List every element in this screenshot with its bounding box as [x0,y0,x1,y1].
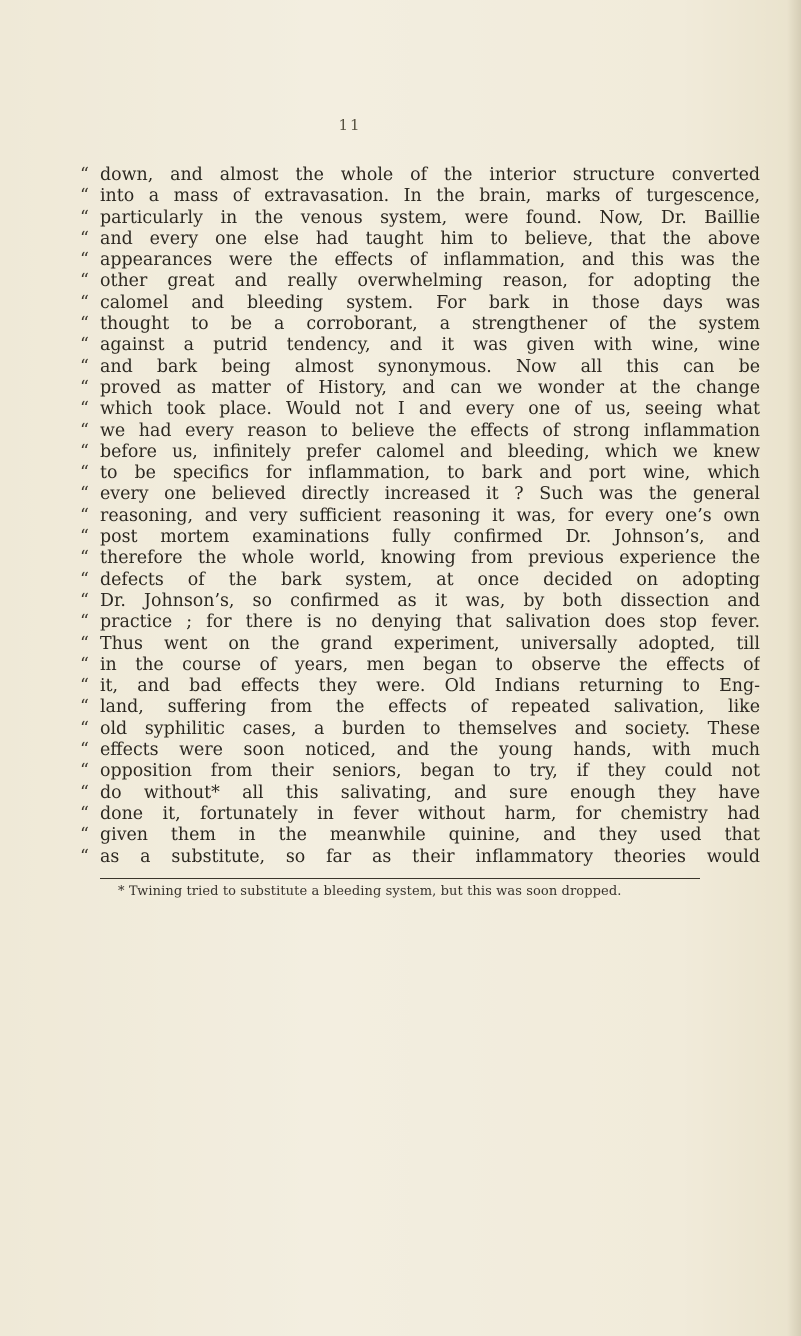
text-line [80,527,760,548]
text-line [80,378,760,399]
line-text: Dr. Johnson’s, so confirmed as it was, by both dissection and [100,590,760,611]
body-text [80,165,760,868]
text-line [80,208,760,229]
line-text: old syphilitic cases, a burden to themselves and society. These [100,718,760,739]
text-line [80,250,760,271]
quote-mark: “ [80,505,89,526]
line-text: given them in the meanwhile quinine, and they used that [100,825,760,846]
text-line [80,293,760,314]
line-text: to be specifics for inflammation, to bark and port wine, which [100,463,760,484]
text-line [80,399,760,420]
line-text: calomel and bleeding system. For bark in those days was [100,292,760,313]
text-line [80,655,760,676]
quote-mark: “ [80,782,89,803]
line-text: in the course of years, men began to observe the effects of [100,654,760,675]
line-text: particularly in the venous system, were found. Now, Dr. Baillie [100,207,760,228]
quote-mark: “ [80,484,89,505]
text-line [80,506,760,527]
quote-mark: “ [80,356,89,377]
text-line [80,463,760,484]
line-text: down, and almost the whole of the interior structure converted [100,165,760,185]
line-text: proved as matter of History, and can we wonder at the change [100,377,760,398]
text-line [80,484,760,505]
quote-mark: “ [80,697,89,718]
line-text: appearances were the effects of inflammation, and this was the [100,250,760,271]
quote-mark: “ [80,441,89,462]
quote-mark: “ [80,569,89,590]
line-text: before us, infinitely prefer calomel and bleeding, which we knew [100,441,760,462]
text-line [80,847,760,868]
text-line [80,548,760,569]
quote-mark: “ [80,186,89,207]
quote-mark: “ [80,335,89,356]
page-number: 11 [338,116,362,134]
quote-mark: “ [80,527,89,548]
quote-mark: “ [80,292,89,313]
text-line [80,740,760,761]
line-text: against a putrid tendency, and it was given with wine, wine [100,335,760,356]
line-text: do without* all this salivating, and sure enough they have [100,782,760,803]
text-line [80,442,760,463]
text-line [80,697,760,718]
text-line [80,186,760,207]
line-text: Thus went on the grand experiment, universally adopted, till [100,633,760,654]
line-text: we had every reason to believe the effects of strong inflammation [100,420,760,441]
line-text: it, and bad effects they were. Old Indians returning to Eng- [100,676,760,697]
line-text: post mortem examinations fully confirmed Dr. Johnson’s, and [100,527,760,548]
text-line [80,783,760,804]
quote-mark: “ [80,207,89,228]
text-line [80,271,760,292]
text-line [80,612,760,633]
quote-mark: “ [80,633,89,654]
quote-mark: “ [80,228,89,249]
line-text: practice ; for there is no denying that salivation does stop fever. [100,612,760,633]
text-line [80,421,760,442]
text-line [80,676,760,697]
footnote-rule [100,878,700,879]
quote-mark: “ [80,420,89,441]
quote-mark: “ [80,548,89,569]
quote-mark: “ [80,612,89,633]
text-line [80,719,760,740]
line-text: and every one else had taught him to believe, that the above [100,228,760,249]
text-line [80,229,760,250]
text-line [80,335,760,356]
line-text: thought to be a corroborant, a strengthener of the system [100,314,760,335]
footnote: * Twining tried to substitute a bleeding system, but this was soon dropped. [118,884,622,899]
text-line [80,591,760,612]
quote-mark: “ [80,825,89,846]
quote-mark: “ [80,165,89,185]
quote-mark: “ [80,803,89,824]
quote-mark: “ [80,590,89,611]
text-line [80,761,760,782]
quote-mark: “ [80,676,89,697]
quote-mark: “ [80,463,89,484]
line-text: effects were soon noticed, and the young hands, with much [100,740,760,761]
line-text: opposition from their seniors, began to try, if they could not [100,761,760,782]
quote-mark: “ [80,654,89,675]
quote-mark: “ [80,846,89,867]
line-text: every one believed directly increased it ? Such was the general [100,484,760,505]
line-text: and bark being almost synonymous. Now all this can be [100,356,760,377]
line-text: reasoning, and very sufficient reasoning it was, for every one’s own [100,505,760,526]
quote-mark: “ [80,250,89,271]
quote-mark: “ [80,271,89,292]
line-text: into a mass of extravasation. In the brain, marks of turgescence, [100,186,760,207]
text-line [80,165,760,186]
line-text: other great and really overwhelming reason, for adopting the [100,271,760,292]
line-text: defects of the bark system, at once decided on adopting [100,569,760,590]
quote-mark: “ [80,740,89,761]
quote-mark: “ [80,399,89,420]
line-text: therefore the whole world, knowing from previous experience the [100,548,760,569]
line-text: done it, fortunately in fever without harm, for chemistry had [100,803,760,824]
page-edge-shadow [787,0,801,1336]
quote-mark: “ [80,761,89,782]
text-line [80,357,760,378]
text-line [80,570,760,591]
line-text: as a substitute, so far as their inflammatory theories would [100,846,760,867]
text-line [80,634,760,655]
text-line [80,314,760,335]
quote-mark: “ [80,377,89,398]
quote-mark: “ [80,718,89,739]
quote-mark: “ [80,314,89,335]
line-text: which took place. Would not I and every one of us, seeing what [100,399,760,420]
text-line [80,825,760,846]
text-line [80,804,760,825]
line-text: land, suffering from the effects of repeated salivation, like [100,697,760,718]
